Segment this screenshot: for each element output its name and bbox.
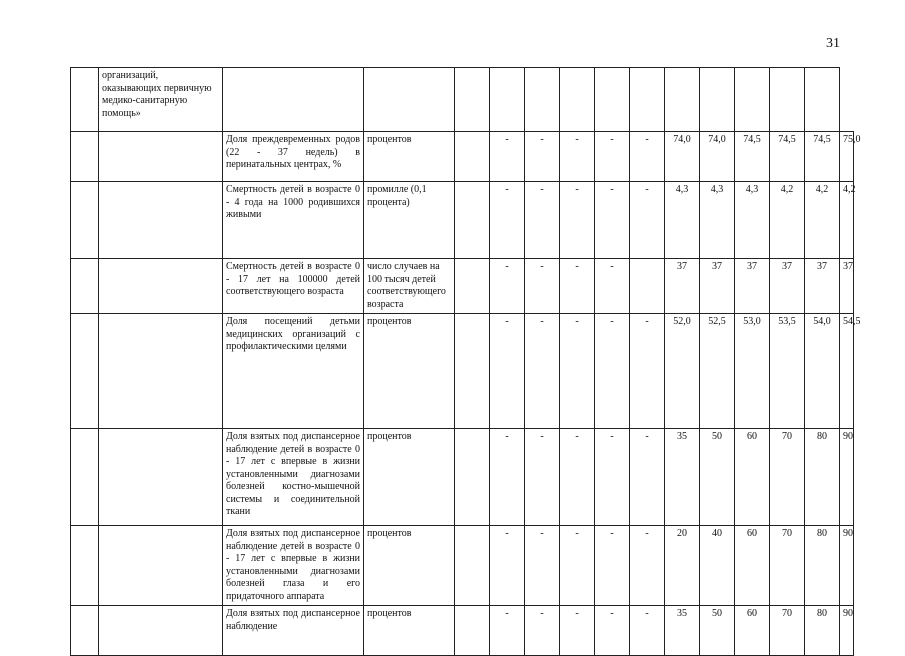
value-cell: 50 [700, 606, 735, 656]
table-cell [71, 182, 99, 259]
value-cell: 52,5 [700, 314, 735, 429]
dash-cell: - [595, 182, 630, 259]
table-cell [455, 259, 490, 314]
dash-cell: - [630, 132, 665, 182]
dash-cell: - [630, 606, 665, 656]
dash-cell: - [490, 429, 525, 526]
table-cell [71, 526, 99, 606]
table-cell [455, 314, 490, 429]
table-cell [455, 526, 490, 606]
dash-cell: - [525, 429, 560, 526]
value-cell: 40 [700, 526, 735, 606]
table-cell [700, 68, 735, 132]
dash-cell: - [490, 182, 525, 259]
value-cell: 53,0 [735, 314, 770, 429]
table-cell [99, 182, 223, 259]
table-cell [455, 606, 490, 656]
dash-cell: - [560, 132, 595, 182]
indicator-cell: Доля посещений детьми медицинских организаций с профилактическими целями [223, 314, 364, 429]
value-cell: 90 [840, 526, 854, 606]
dash-cell: - [490, 259, 525, 314]
table-cell [770, 68, 805, 132]
dash-cell: - [595, 314, 630, 429]
dash-cell: - [560, 526, 595, 606]
table-row [71, 132, 854, 182]
dash-cell: - [595, 132, 630, 182]
dash-cell: - [595, 429, 630, 526]
table-row [71, 182, 854, 259]
value-cell: 80 [805, 606, 840, 656]
table-row [71, 68, 854, 132]
table-cell [364, 68, 455, 132]
value-cell: 37 [700, 259, 735, 314]
unit-cell: процентов [364, 314, 455, 429]
dash-cell: - [630, 429, 665, 526]
dash-cell: - [595, 526, 630, 606]
continuation-text: организаций, оказывающих первичную медико-санитарную помощь» [99, 68, 223, 132]
value-cell: 52,0 [665, 314, 700, 429]
value-cell: 35 [665, 606, 700, 656]
value-cell: 75,0 [840, 132, 854, 182]
dash-cell: - [560, 606, 595, 656]
table-cell [665, 68, 700, 132]
dash-cell: - [490, 606, 525, 656]
dash-cell: - [560, 429, 595, 526]
value-cell: 4,3 [735, 182, 770, 259]
table-cell [99, 526, 223, 606]
dash-cell [630, 259, 665, 314]
unit-cell: процентов [364, 429, 455, 526]
value-cell: 4,3 [700, 182, 735, 259]
indicator-cell: Смертность детей в возрасте 0 - 17 лет на 100000 детей соответствующего возраста [223, 259, 364, 314]
value-cell: 74,0 [700, 132, 735, 182]
value-cell: 53,5 [770, 314, 805, 429]
table-cell [455, 68, 490, 132]
dash-cell: - [630, 314, 665, 429]
unit-cell: процентов [364, 606, 455, 656]
value-cell: 37 [805, 259, 840, 314]
value-cell: 50 [700, 429, 735, 526]
value-cell: 90 [840, 429, 854, 526]
table-cell [71, 314, 99, 429]
table-cell [735, 68, 770, 132]
value-cell: 37 [665, 259, 700, 314]
table-cell [99, 429, 223, 526]
table-cell [99, 314, 223, 429]
table-cell [71, 606, 99, 656]
page-number: 31 [826, 36, 840, 51]
table-cell [455, 429, 490, 526]
table-cell [71, 429, 99, 526]
table-cell [71, 132, 99, 182]
indicator-cell: Доля преждевременных родов (22 - 37 недель) в перинатальных центрах, % [223, 132, 364, 182]
table-cell [223, 68, 364, 132]
table-cell [595, 68, 630, 132]
value-cell: 54,0 [805, 314, 840, 429]
value-cell: 37 [770, 259, 805, 314]
dash-cell: - [490, 132, 525, 182]
table-cell [630, 68, 665, 132]
value-cell: 90 [840, 606, 854, 656]
table-cell [99, 259, 223, 314]
dash-cell: - [525, 132, 560, 182]
table-row [71, 429, 854, 526]
dash-cell: - [630, 526, 665, 606]
indicator-cell: Смертность детей в возрасте 0 - 4 года на 1000 родившихся живыми [223, 182, 364, 259]
dash-cell: - [525, 314, 560, 429]
value-cell: 4,2 [840, 182, 854, 259]
table-cell [490, 68, 525, 132]
table-cell [71, 259, 99, 314]
unit-cell: промилле (0,1 процента) [364, 182, 455, 259]
table-row [71, 259, 854, 314]
dash-cell: - [630, 182, 665, 259]
dash-cell: - [525, 526, 560, 606]
value-cell: 20 [665, 526, 700, 606]
dash-cell: - [525, 182, 560, 259]
value-cell: 4,2 [770, 182, 805, 259]
value-cell: 74,0 [665, 132, 700, 182]
dash-cell: - [560, 259, 595, 314]
table-row [71, 606, 854, 656]
value-cell: 70 [770, 606, 805, 656]
value-cell: 37 [735, 259, 770, 314]
value-cell: 74,5 [805, 132, 840, 182]
table-cell [560, 68, 595, 132]
value-cell: 74,5 [735, 132, 770, 182]
value-cell: 4,3 [665, 182, 700, 259]
value-cell: 60 [735, 606, 770, 656]
unit-cell: процентов [364, 526, 455, 606]
table-cell [455, 132, 490, 182]
value-cell: 80 [805, 429, 840, 526]
unit-cell: число случаев на 100 тысяч детей соответствующего возраста [364, 259, 455, 314]
value-cell: 4,2 [805, 182, 840, 259]
dash-cell: - [595, 606, 630, 656]
value-cell: 60 [735, 429, 770, 526]
dash-cell: - [490, 526, 525, 606]
value-cell: 60 [735, 526, 770, 606]
indicator-cell: Доля взятых под диспансерное наблюдение детей в возрасте 0 - 17 лет с впервые в жизни установленными диагнозами болезней костно-мышечной системы и соединительной ткани [223, 429, 364, 526]
value-cell: 70 [770, 429, 805, 526]
table-row [71, 526, 854, 606]
value-cell: 80 [805, 526, 840, 606]
value-cell: 37 [840, 259, 854, 314]
table-row [71, 314, 854, 429]
table-cell [99, 606, 223, 656]
table-cell [805, 68, 840, 132]
indicator-cell: Доля взятых под диспансерное наблюдение [223, 606, 364, 656]
dash-cell: - [525, 259, 560, 314]
value-cell: 74,5 [770, 132, 805, 182]
dash-cell: - [595, 259, 630, 314]
indicators-table [70, 67, 861, 656]
table-cell [71, 68, 99, 132]
dash-cell: - [525, 606, 560, 656]
value-cell: 35 [665, 429, 700, 526]
value-cell: 70 [770, 526, 805, 606]
table-cell [99, 132, 223, 182]
table-cell [455, 182, 490, 259]
unit-cell: процентов [364, 132, 455, 182]
dash-cell: - [560, 314, 595, 429]
dash-cell: - [490, 314, 525, 429]
table-cell [525, 68, 560, 132]
dash-cell: - [560, 182, 595, 259]
indicator-cell: Доля взятых под диспансерное наблюдение детей в возрасте 0 - 17 лет с впервые в жизни установленными диагнозами болезней глаза и его придаточного аппарата [223, 526, 364, 606]
value-cell: 54,5 [840, 314, 854, 429]
